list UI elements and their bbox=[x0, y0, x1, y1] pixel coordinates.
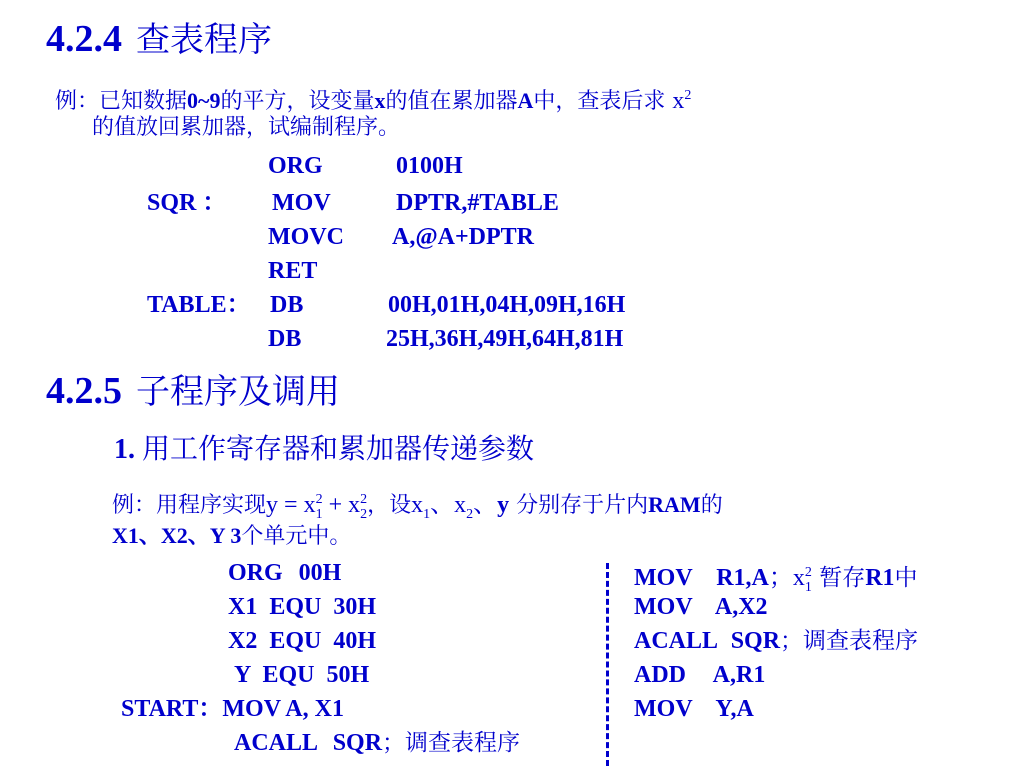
code-op: RET bbox=[268, 258, 318, 284]
text-segment: X1、X2、Y 3 bbox=[112, 523, 242, 548]
text-segment: 分别存于片内 bbox=[516, 493, 649, 518]
subsection-title: 用工作寄存器和累加器传递参数 bbox=[142, 432, 535, 465]
code-line: ACALL SQR；调查表程序 bbox=[634, 628, 919, 654]
code-arg: 25H,36H,49H,64H,81H bbox=[386, 326, 624, 352]
code-op: MOV bbox=[272, 190, 331, 216]
section-number: 4.2.4 bbox=[46, 18, 122, 60]
code-line: ADD A,R1 bbox=[634, 662, 766, 688]
text-segment: 的平方，设变量 bbox=[220, 89, 375, 114]
code-arg: DPTR,#TABLE bbox=[396, 190, 559, 216]
section-number: 4.2.5 bbox=[46, 370, 122, 412]
code-line: X1 EQU 30H bbox=[228, 594, 377, 620]
code-arg: 0100H bbox=[396, 153, 463, 179]
code-arg: A,@A+DPTR bbox=[392, 224, 534, 250]
text-segment: x bbox=[374, 88, 386, 113]
code-op: MOVC bbox=[268, 224, 344, 250]
code-label: SQR ： bbox=[147, 190, 227, 216]
code-op: ORG bbox=[268, 153, 323, 179]
code-line: Y EQU 50H bbox=[234, 662, 370, 688]
code-line: MOV R1,A；$x^2_1$ 暂存R1中 bbox=[634, 563, 918, 595]
code-label: TABLE： bbox=[147, 292, 251, 318]
code-line: X2 EQU 40H bbox=[228, 628, 377, 654]
text-segment: 例：用程序实现 bbox=[112, 493, 267, 518]
text-segment: 例：已知数据 bbox=[55, 89, 188, 114]
section-heading-424 bbox=[46, 18, 272, 61]
equation: $y = x^2_1 + x^2_2$ bbox=[266, 492, 368, 522]
text-segment: ，设 bbox=[367, 493, 412, 518]
variable-list: $x_1$、$x_2$、y bbox=[411, 490, 510, 522]
code-op: DB bbox=[268, 326, 302, 352]
section-title: 子程序及调用 bbox=[136, 372, 340, 412]
subsection-heading bbox=[114, 432, 534, 467]
code-op: DB bbox=[270, 292, 304, 318]
code-line: ACALL SQR；调查表程序 bbox=[234, 730, 521, 756]
section-title: 查表程序 bbox=[136, 20, 272, 60]
text-segment: 0~9 bbox=[187, 88, 221, 113]
column-divider bbox=[606, 563, 609, 766]
text-segment: A bbox=[517, 88, 534, 113]
example-text-424-line2: 的值放回累加器，试编制程序。 bbox=[92, 115, 401, 140]
text-segment: 的值在累加器 bbox=[385, 89, 518, 114]
text-segment: 个单元中。 bbox=[241, 524, 352, 549]
example-text-424-line1 bbox=[55, 82, 691, 116]
example-text-425-line2 bbox=[112, 522, 351, 551]
code-line: MOV Y,A bbox=[634, 696, 754, 722]
x-squared-math: $x^2$ bbox=[672, 88, 692, 114]
code-line: MOV A,X2 bbox=[634, 594, 768, 620]
code-line: ORG 00H bbox=[228, 560, 342, 586]
text-segment: RAM bbox=[648, 492, 701, 517]
section-heading-425 bbox=[46, 370, 340, 413]
text-segment: 的 bbox=[700, 493, 723, 518]
code-arg: 00H,01H,04H,09H,16H bbox=[388, 292, 626, 318]
code-line: START：MOV A, X1 bbox=[121, 696, 344, 722]
subsection-number: 1. bbox=[114, 434, 135, 465]
text-segment: 中，查表后求 bbox=[533, 89, 666, 114]
